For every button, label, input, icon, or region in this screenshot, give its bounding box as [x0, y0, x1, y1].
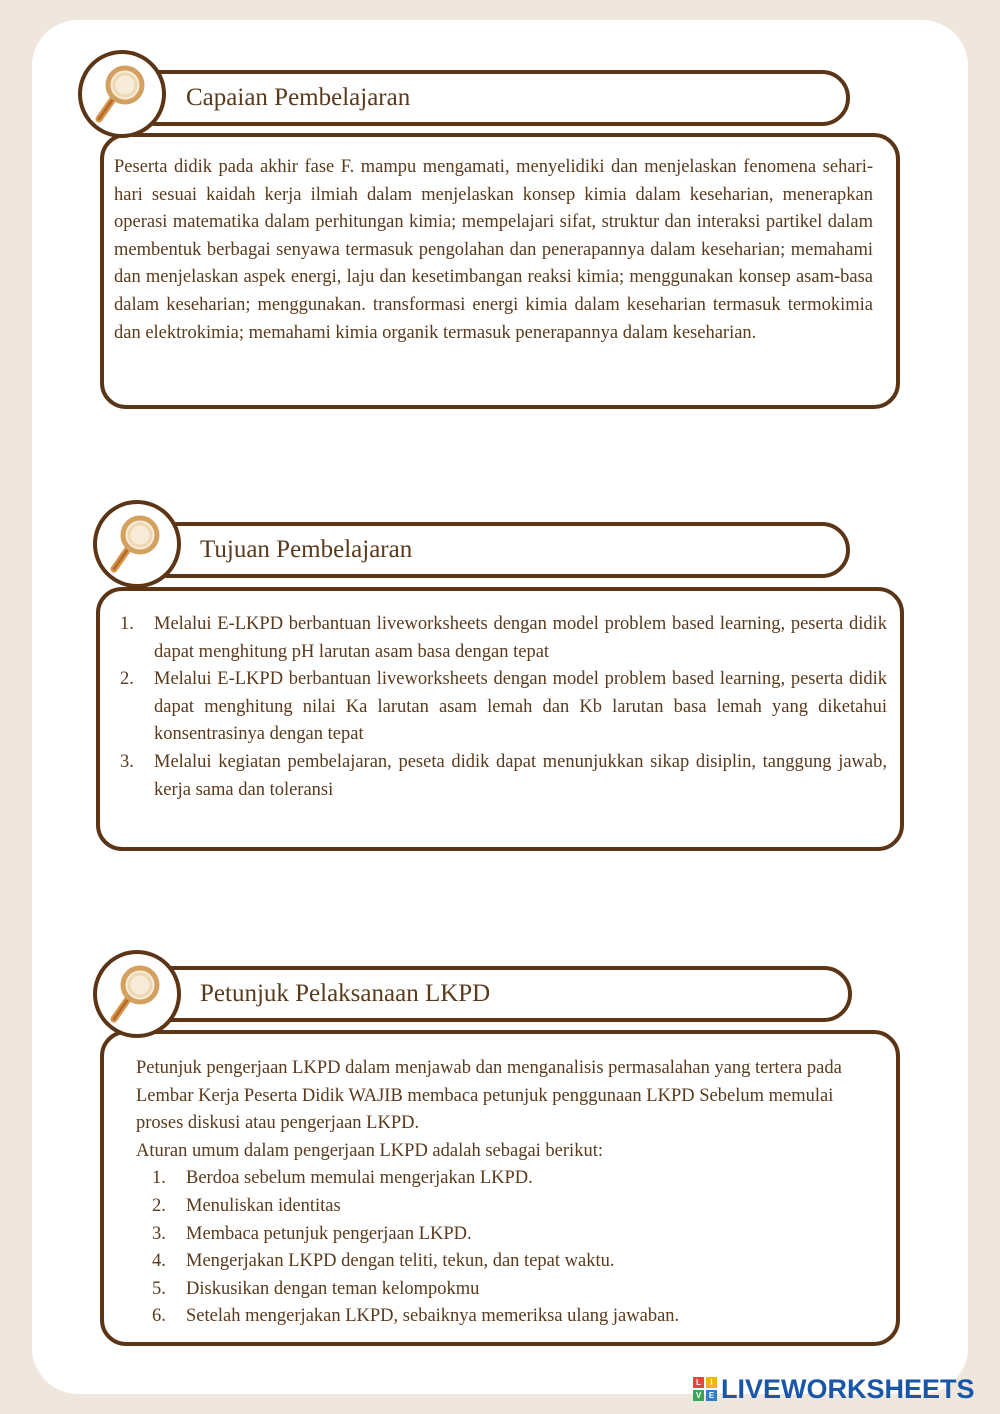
magnifier-icon [93, 950, 181, 1038]
magnifier-icon [93, 500, 181, 588]
capaian-text: Peserta didik pada akhir fase F. mampu mengamati, menyelidiki dan menjelaskan fenomena sehari-hari sesuai kaidah kerja ilmiah dalam menjelaskan konsep kimia dalam keseharian, menerapkan operasi matematika dalam perhitungan kimia; mempelajari sifat, struktur dan interaksi partikel dalam membentuk berbagai senyawa termasuk pengolahan dan penerapannya dalam keseharian; memahami dan menjelaskan aspek energi, laju dan kesetimbangan reaksi kimia; menggunakan konsep asam-basa dalam keseharian; menggunakan. transformasi energi kimia dalam keseharian termasuk termokimia dan elektrokimia; memahami kimia organik termasuk penerapannya dalam keseharian. [114, 157, 873, 343]
list-item: 3. Membaca petunjuk pengerjaan LKPD. [152, 1223, 472, 1244]
liveworksheets-logo[interactable] [693, 1372, 975, 1406]
list-item: 3. Melalui kegiatan pembelajaran, peseta didik dapat menunjukkan sikap disiplin, tanggung jawab, kerja sama dan toleransi [120, 751, 887, 800]
logo-mark-icon: L I V E [693, 1377, 717, 1401]
list-item: 2. Menuliskan identitas [152, 1195, 341, 1216]
tujuan-list [120, 611, 887, 804]
capaian-content-box [100, 133, 900, 409]
tujuan-title: Tujuan Pembelajaran [200, 536, 413, 563]
list-item: 6. Setelah mengerjakan LKPD, sebaiknya memeriksa ulang jawaban. [152, 1306, 680, 1327]
petunjuk-intro: Petunjuk pengerjaan LKPD dalam menjawab dan menganalisis permasalahan yang tertera pada Lembar Kerja Peserta Didik WAJIB membaca petunjuk penggunaan LKPD Sebelum memulai proses diskusi atau pengerjaan LKPD. [136, 1058, 842, 1134]
list-item: 1. Berdoa sebelum memulai mengerjakan LKPD. [152, 1168, 533, 1189]
petunjuk-title: Petunjuk Pelaksanaan LKPD [200, 980, 491, 1007]
logo-text: LIVEWORKSHEETS [721, 1373, 975, 1404]
tujuan-content-box [96, 587, 904, 851]
rules-list [152, 1165, 872, 1331]
list-item: 5. Diskusikan dengan teman kelompokmu [152, 1278, 480, 1299]
magnifier-icon [78, 50, 166, 138]
capaian-title: Capaian Pembelajaran [186, 84, 411, 111]
list-item: 2. Melalui E-LKPD berbantuan liveworksheets dengan model problem based learning, peserta didik dapat menghitung nilai Ka larutan asam lemah dan Kb larutan basa lemah yang diketahui konsentrasinya dengan tepat [120, 669, 887, 745]
list-item: 4. Mengerjakan LKPD dengan teliti, tekun, dan tepat waktu. [152, 1251, 615, 1272]
petunjuk-content-box [100, 1030, 900, 1346]
list-item: 1. Melalui E-LKPD berbantuan liveworksheets dengan model problem based learning, peserta didik dapat menghitung pH larutan asam basa dengan tepat [120, 614, 887, 662]
rules-heading: Aturan umum dalam pengerjaan LKPD adalah sebagai berikut: [136, 1140, 603, 1161]
